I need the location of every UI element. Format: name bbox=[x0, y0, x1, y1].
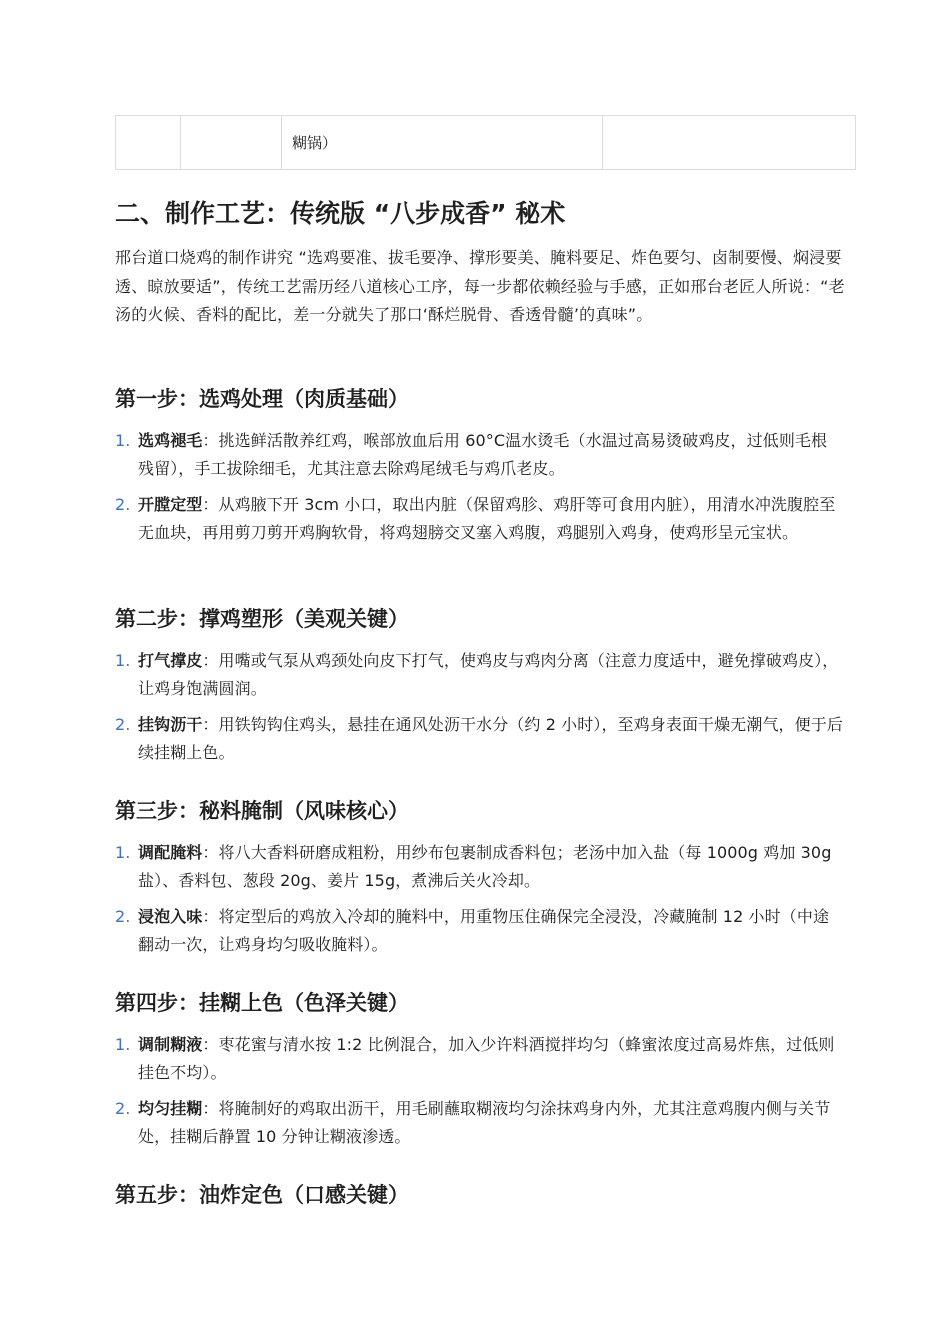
table-cell bbox=[603, 116, 856, 170]
step-heading: 第二步：撑鸡塑形（美观关键） bbox=[115, 607, 409, 631]
table-cell bbox=[181, 116, 282, 170]
item-term: 挂钩沥干 bbox=[138, 715, 203, 734]
list-number: 1. bbox=[115, 431, 131, 450]
item-text: ：将八大香料研磨成粗粉，用纱布包裹制成香料包；老汤中加入盐（每 1000g 鸡加 30g 盐）、香料包、葱段 20g、姜片 15g，煮沸后关火冷却。 bbox=[138, 843, 832, 890]
list-item bbox=[115, 427, 843, 483]
list-number: 1. bbox=[115, 651, 131, 670]
item-text: ：枣花蜜与清水按 1:2 比例混合，加入少许料酒搅拌均匀（蜂蜜浓度过高易炸焦，过低则挂色不均）。 bbox=[138, 1035, 835, 1082]
step-list bbox=[115, 647, 843, 767]
item-text: ：从鸡腋下开 3cm 小口，取出内脏（保留鸡胗、鸡肝等可食用内脏），用清水冲洗腹腔至无血块，再用剪刀剪开鸡胸软骨，将鸡翅膀交叉塞入鸡腹，鸡腿别入鸡身，使鸡形呈元宝状。 bbox=[138, 495, 836, 542]
item-text: ：用嘴或气泵从鸡颈处向皮下打气，使鸡皮与鸡肉分离（注意力度适中，避免撑破鸡皮），让鸡身饱满圆润。 bbox=[138, 651, 839, 698]
table-fragment bbox=[115, 115, 856, 170]
list-item bbox=[115, 491, 843, 547]
item-term: 均匀挂糊 bbox=[138, 1099, 203, 1118]
item-text: ：将腌制好的鸡取出沥干，用毛刷蘸取糊液均匀涂抹鸡身内外，尤其注意鸡腹内侧与关节处，挂糊后静置 10 分钟让糊液渗透。 bbox=[138, 1099, 831, 1146]
item-text: ：挑选鲜活散养红鸡，喉部放血后用 60°C温水烫毛（水温过高易烫破鸡皮，过低则毛根残留），手工拔除细毛，尤其注意去除鸡尾绒毛与鸡爪老皮。 bbox=[138, 431, 828, 478]
list-item bbox=[115, 1031, 843, 1087]
table-cell: 糊锅） bbox=[282, 116, 603, 170]
section-heading: 二、制作工艺：传统版 “八步成香” 秘术 bbox=[115, 199, 566, 228]
step-list bbox=[115, 839, 843, 959]
item-term: 调制糊液 bbox=[138, 1035, 203, 1054]
step-list bbox=[115, 427, 843, 547]
step-heading: 第一步：选鸡处理（肉质基础） bbox=[115, 387, 409, 411]
list-item bbox=[115, 647, 843, 703]
list-number: 2. bbox=[115, 907, 131, 926]
step-heading: 第三步：秘料腌制（风味核心） bbox=[115, 799, 409, 823]
step-heading: 第四步：挂糊上色（色泽关键） bbox=[115, 991, 409, 1015]
list-item bbox=[115, 1095, 843, 1151]
list-item bbox=[115, 839, 843, 895]
step-heading: 第五步：油炸定色（口感关键） bbox=[115, 1183, 409, 1207]
item-term: 浸泡入味 bbox=[138, 907, 203, 926]
list-number: 1. bbox=[115, 1035, 131, 1054]
item-term: 开膛定型 bbox=[138, 495, 203, 514]
list-number: 2. bbox=[115, 495, 131, 514]
item-term: 选鸡褪毛 bbox=[138, 431, 203, 450]
item-text: ：将定型后的鸡放入冷却的腌料中，用重物压住确保完全浸没，冷藏腌制 12 小时（中途翻动一次，让鸡身均匀吸收腌料）。 bbox=[138, 907, 830, 954]
item-term: 打气撑皮 bbox=[138, 651, 203, 670]
list-item bbox=[115, 903, 843, 959]
step-list bbox=[115, 1031, 843, 1151]
list-number: 2. bbox=[115, 715, 131, 734]
list-number: 2. bbox=[115, 1099, 131, 1118]
list-item bbox=[115, 711, 843, 767]
item-text: ：用铁钩钩住鸡头，悬挂在通风处沥干水分（约 2 小时），至鸡身表面干燥无潮气，便于后续挂糊上色。 bbox=[138, 715, 843, 762]
table-cell bbox=[116, 116, 181, 170]
item-term: 调配腌料 bbox=[138, 843, 203, 862]
list-number: 1. bbox=[115, 843, 131, 862]
section-intro: 邢台道口烧鸡的制作讲究 “选鸡要准、拔毛要净、撑形要美、腌料要足、炸色要匀、卤制要慢、焖浸要透、晾放要适”，传统工艺需历经八道核心工序，每一步都依赖经验与手感，正如邢台老匠人所说：“老汤的火候、香料的配比，差一分就失了那口‘酥烂脱骨、香透骨髓’的真味”。 bbox=[115, 248, 845, 324]
table-row bbox=[116, 116, 856, 170]
